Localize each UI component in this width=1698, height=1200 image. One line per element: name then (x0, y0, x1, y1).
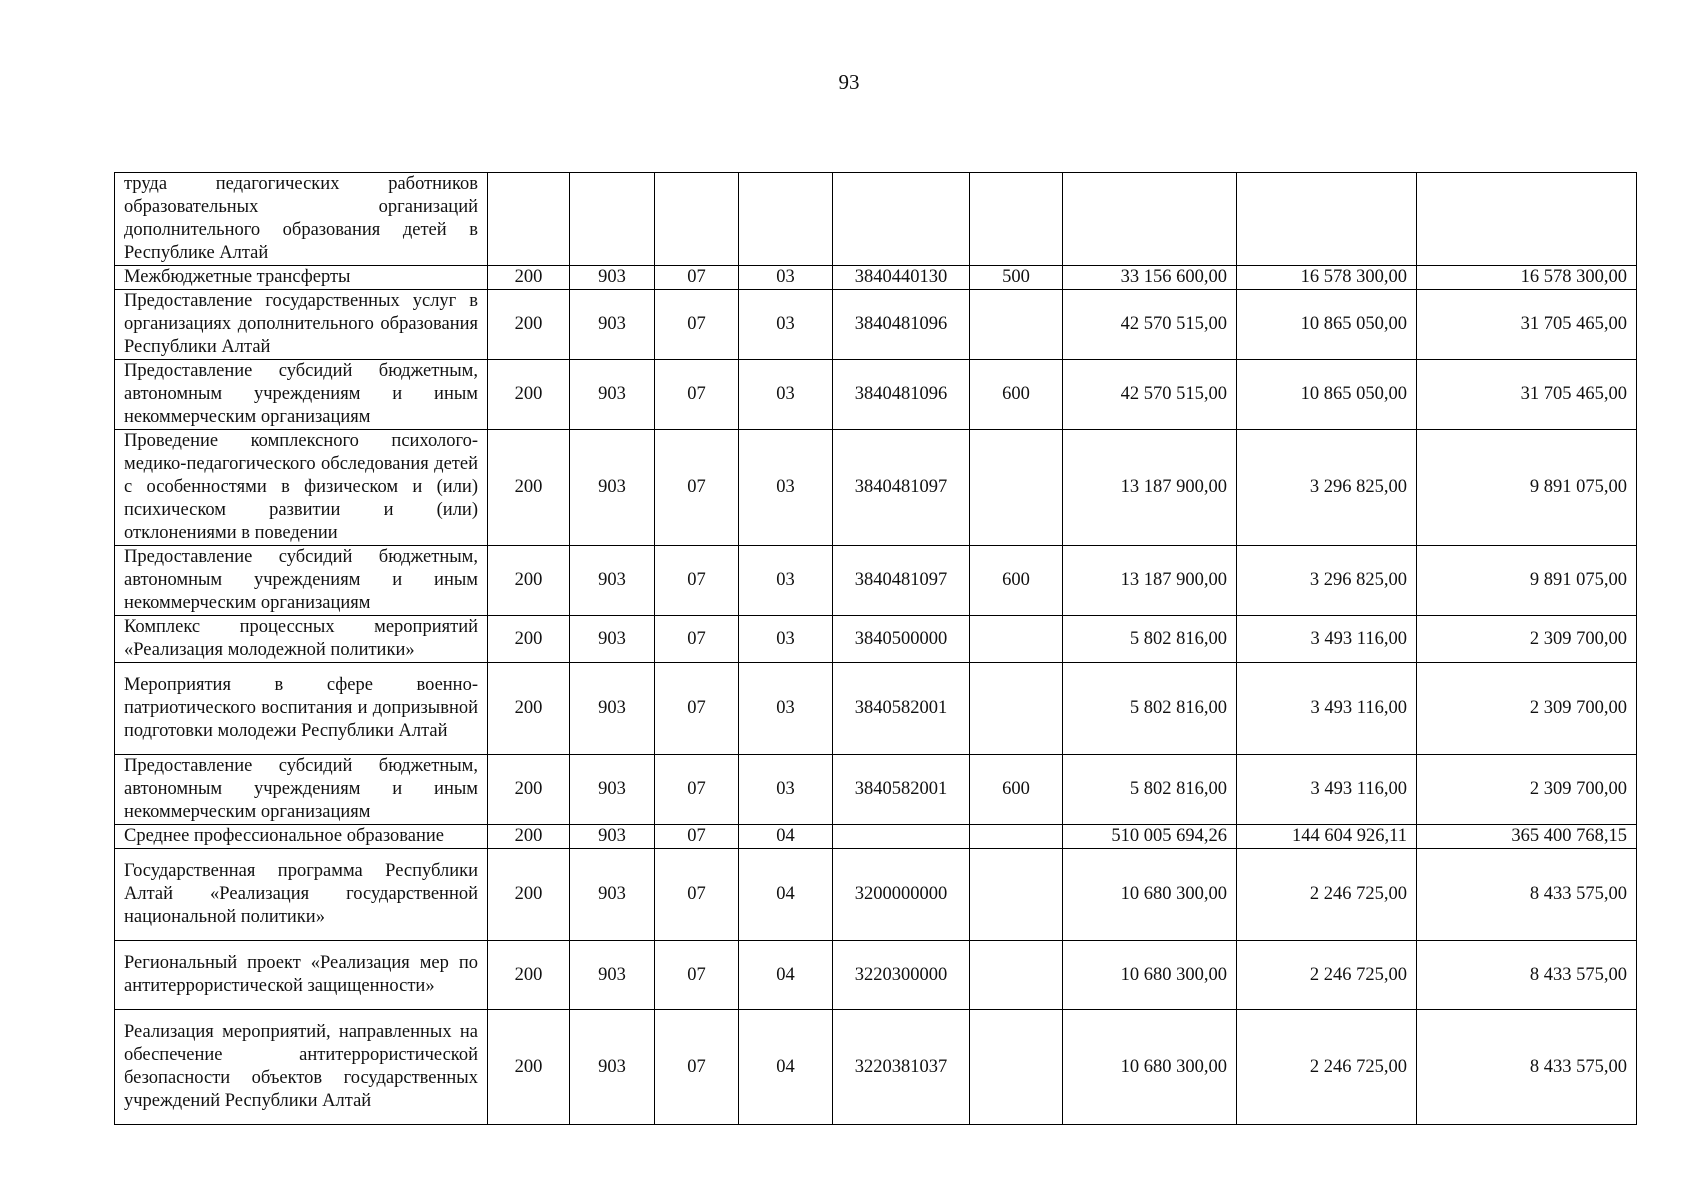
row-sum-b-cell: 8 433 575,00 (1417, 1010, 1637, 1125)
table-row (115, 360, 1637, 430)
row-section-cell: 07 (655, 616, 739, 663)
row-section-cell (655, 173, 739, 266)
row-dept-cell: 903 (570, 290, 655, 360)
table-row (115, 849, 1637, 941)
row-dept-cell: 903 (570, 755, 655, 825)
row-name-cell: Региональный проект «Реализация мер по антитеррористической защищенности» (115, 941, 488, 1010)
row-subsection-cell: 03 (739, 755, 833, 825)
row-sum-b-cell: 31 705 465,00 (1417, 290, 1637, 360)
table-row (115, 546, 1637, 616)
row-sum-total-cell: 510 005 694,26 (1063, 825, 1237, 849)
row-subsection-cell: 04 (739, 849, 833, 941)
row-expense-type-cell (970, 173, 1063, 266)
row-sum-total-cell: 10 680 300,00 (1063, 1010, 1237, 1125)
row-section-cell: 07 (655, 849, 739, 941)
row-name-cell: Государственная программа Республики Алтай «Реализация государственной национальной политики» (115, 849, 488, 941)
row-dept-cell: 903 (570, 663, 655, 755)
row-sum-total-cell: 5 802 816,00 (1063, 755, 1237, 825)
row-subsection-cell: 03 (739, 430, 833, 546)
budget-table (114, 172, 1637, 1125)
row-sum-b-cell: 2 309 700,00 (1417, 755, 1637, 825)
row-name-cell: Комплекс процессных мероприятий «Реализация молодежной политики» (115, 616, 488, 663)
row-sum-b-cell: 8 433 575,00 (1417, 941, 1637, 1010)
row-sum-total-cell: 10 680 300,00 (1063, 941, 1237, 1010)
row-subsection-cell: 03 (739, 290, 833, 360)
row-name-cell: Предоставление субсидий бюджетным, автономным учреждениям и иным некоммерческим организациям (115, 755, 488, 825)
table-row (115, 755, 1637, 825)
row-expense-type-cell: 600 (970, 755, 1063, 825)
row-dept-cell (570, 173, 655, 266)
row-section-cell: 07 (655, 430, 739, 546)
row-sum-a-cell: 2 246 725,00 (1237, 849, 1417, 941)
row-subsection-cell: 03 (739, 663, 833, 755)
row-target-article-cell: 3840481096 (833, 360, 970, 430)
row-sum-b-cell: 16 578 300,00 (1417, 266, 1637, 290)
row-expense-type-cell (970, 290, 1063, 360)
row-section-cell: 07 (655, 1010, 739, 1125)
row-code-cell: 200 (488, 360, 570, 430)
table-row (115, 266, 1637, 290)
row-sum-b-cell: 8 433 575,00 (1417, 849, 1637, 941)
row-dept-cell: 903 (570, 1010, 655, 1125)
row-target-article-cell (833, 825, 970, 849)
row-expense-type-cell (970, 663, 1063, 755)
table-row (115, 1010, 1637, 1125)
row-sum-b-cell: 9 891 075,00 (1417, 430, 1637, 546)
row-sum-total-cell: 13 187 900,00 (1063, 546, 1237, 616)
row-sum-b-cell: 365 400 768,15 (1417, 825, 1637, 849)
row-subsection-cell: 04 (739, 941, 833, 1010)
table-row (115, 941, 1637, 1010)
row-sum-b-cell: 2 309 700,00 (1417, 616, 1637, 663)
row-subsection-cell: 04 (739, 825, 833, 849)
table-row (115, 430, 1637, 546)
row-dept-cell: 903 (570, 825, 655, 849)
row-sum-b-cell (1417, 173, 1637, 266)
row-section-cell: 07 (655, 825, 739, 849)
row-section-cell: 07 (655, 755, 739, 825)
row-dept-cell: 903 (570, 849, 655, 941)
row-target-article-cell: 3840582001 (833, 755, 970, 825)
row-sum-total-cell: 33 156 600,00 (1063, 266, 1237, 290)
row-sum-a-cell: 3 493 116,00 (1237, 616, 1417, 663)
row-section-cell: 07 (655, 360, 739, 430)
row-target-article-cell: 3200000000 (833, 849, 970, 941)
table-row (115, 825, 1637, 849)
row-sum-a-cell: 3 493 116,00 (1237, 755, 1417, 825)
row-name-cell: труда педагогических работников образовательных организаций дополнительного образования детей в Республике Алтай (115, 173, 488, 266)
row-expense-type-cell (970, 825, 1063, 849)
row-code-cell: 200 (488, 546, 570, 616)
row-section-cell: 07 (655, 290, 739, 360)
row-subsection-cell: 03 (739, 266, 833, 290)
row-dept-cell: 903 (570, 360, 655, 430)
row-expense-type-cell (970, 849, 1063, 941)
row-expense-type-cell: 600 (970, 360, 1063, 430)
row-name-cell: Предоставление субсидий бюджетным, автономным учреждениям и иным некоммерческим организациям (115, 360, 488, 430)
table-row (115, 290, 1637, 360)
row-section-cell: 07 (655, 941, 739, 1010)
row-code-cell: 200 (488, 941, 570, 1010)
row-sum-total-cell: 5 802 816,00 (1063, 663, 1237, 755)
row-expense-type-cell (970, 616, 1063, 663)
table-row (115, 663, 1637, 755)
row-sum-a-cell: 10 865 050,00 (1237, 360, 1417, 430)
row-target-article-cell: 3840481097 (833, 430, 970, 546)
row-sum-total-cell: 13 187 900,00 (1063, 430, 1237, 546)
row-sum-a-cell: 3 493 116,00 (1237, 663, 1417, 755)
row-expense-type-cell (970, 430, 1063, 546)
table-row (115, 616, 1637, 663)
row-dept-cell: 903 (570, 430, 655, 546)
row-code-cell: 200 (488, 290, 570, 360)
row-sum-a-cell: 3 296 825,00 (1237, 546, 1417, 616)
row-target-article-cell: 3840481097 (833, 546, 970, 616)
row-sum-total-cell: 42 570 515,00 (1063, 290, 1237, 360)
row-section-cell: 07 (655, 266, 739, 290)
row-name-cell: Мероприятия в сфере военно-патриотического воспитания и допризывной подготовки молодежи Республики Алтай (115, 663, 488, 755)
row-subsection-cell: 04 (739, 1010, 833, 1125)
row-sum-a-cell: 2 246 725,00 (1237, 941, 1417, 1010)
row-sum-b-cell: 2 309 700,00 (1417, 663, 1637, 755)
row-target-article-cell (833, 173, 970, 266)
row-sum-total-cell: 10 680 300,00 (1063, 849, 1237, 941)
table-row (115, 173, 1637, 266)
row-sum-b-cell: 9 891 075,00 (1417, 546, 1637, 616)
row-subsection-cell (739, 173, 833, 266)
row-sum-total-cell: 5 802 816,00 (1063, 616, 1237, 663)
row-dept-cell: 903 (570, 546, 655, 616)
row-target-article-cell: 3840481096 (833, 290, 970, 360)
row-sum-a-cell: 16 578 300,00 (1237, 266, 1417, 290)
row-target-article-cell: 3840582001 (833, 663, 970, 755)
row-section-cell: 07 (655, 663, 739, 755)
row-name-cell: Межбюджетные трансферты (115, 266, 488, 290)
row-name-cell: Среднее профессиональное образование (115, 825, 488, 849)
row-target-article-cell: 3840440130 (833, 266, 970, 290)
row-name-cell: Предоставление субсидий бюджетным, автономным учреждениям и иным некоммерческим организациям (115, 546, 488, 616)
row-expense-type-cell (970, 1010, 1063, 1125)
row-expense-type-cell (970, 941, 1063, 1010)
row-sum-b-cell: 31 705 465,00 (1417, 360, 1637, 430)
row-code-cell: 200 (488, 266, 570, 290)
row-sum-total-cell: 42 570 515,00 (1063, 360, 1237, 430)
row-dept-cell: 903 (570, 941, 655, 1010)
row-code-cell: 200 (488, 755, 570, 825)
row-expense-type-cell: 500 (970, 266, 1063, 290)
row-name-cell: Предоставление государственных услуг в организациях дополнительного образования Республики Алтай (115, 290, 488, 360)
row-expense-type-cell: 600 (970, 546, 1063, 616)
row-code-cell (488, 173, 570, 266)
row-subsection-cell: 03 (739, 360, 833, 430)
row-sum-a-cell: 144 604 926,11 (1237, 825, 1417, 849)
page-number: 93 (838, 70, 860, 94)
row-section-cell: 07 (655, 546, 739, 616)
row-sum-a-cell (1237, 173, 1417, 266)
row-code-cell: 200 (488, 849, 570, 941)
row-subsection-cell: 03 (739, 616, 833, 663)
row-name-cell: Проведение комплексного психолого-медико-педагогического обследования детей с особенностями в физическом и (или) психическом развитии и (или) отклонениями в поведении (115, 430, 488, 546)
row-target-article-cell: 3840500000 (833, 616, 970, 663)
row-dept-cell: 903 (570, 266, 655, 290)
row-code-cell: 200 (488, 430, 570, 546)
row-code-cell: 200 (488, 825, 570, 849)
row-target-article-cell: 3220381037 (833, 1010, 970, 1125)
row-sum-a-cell: 3 296 825,00 (1237, 430, 1417, 546)
row-code-cell: 200 (488, 616, 570, 663)
row-subsection-cell: 03 (739, 546, 833, 616)
row-dept-cell: 903 (570, 616, 655, 663)
row-code-cell: 200 (488, 1010, 570, 1125)
row-sum-a-cell: 2 246 725,00 (1237, 1010, 1417, 1125)
row-target-article-cell: 3220300000 (833, 941, 970, 1010)
row-sum-a-cell: 10 865 050,00 (1237, 290, 1417, 360)
row-sum-total-cell (1063, 173, 1237, 266)
row-code-cell: 200 (488, 663, 570, 755)
row-name-cell: Реализация мероприятий, направленных на обеспечение антитеррористической безопасности объектов государственных учреждений Республики Алтай (115, 1010, 488, 1125)
